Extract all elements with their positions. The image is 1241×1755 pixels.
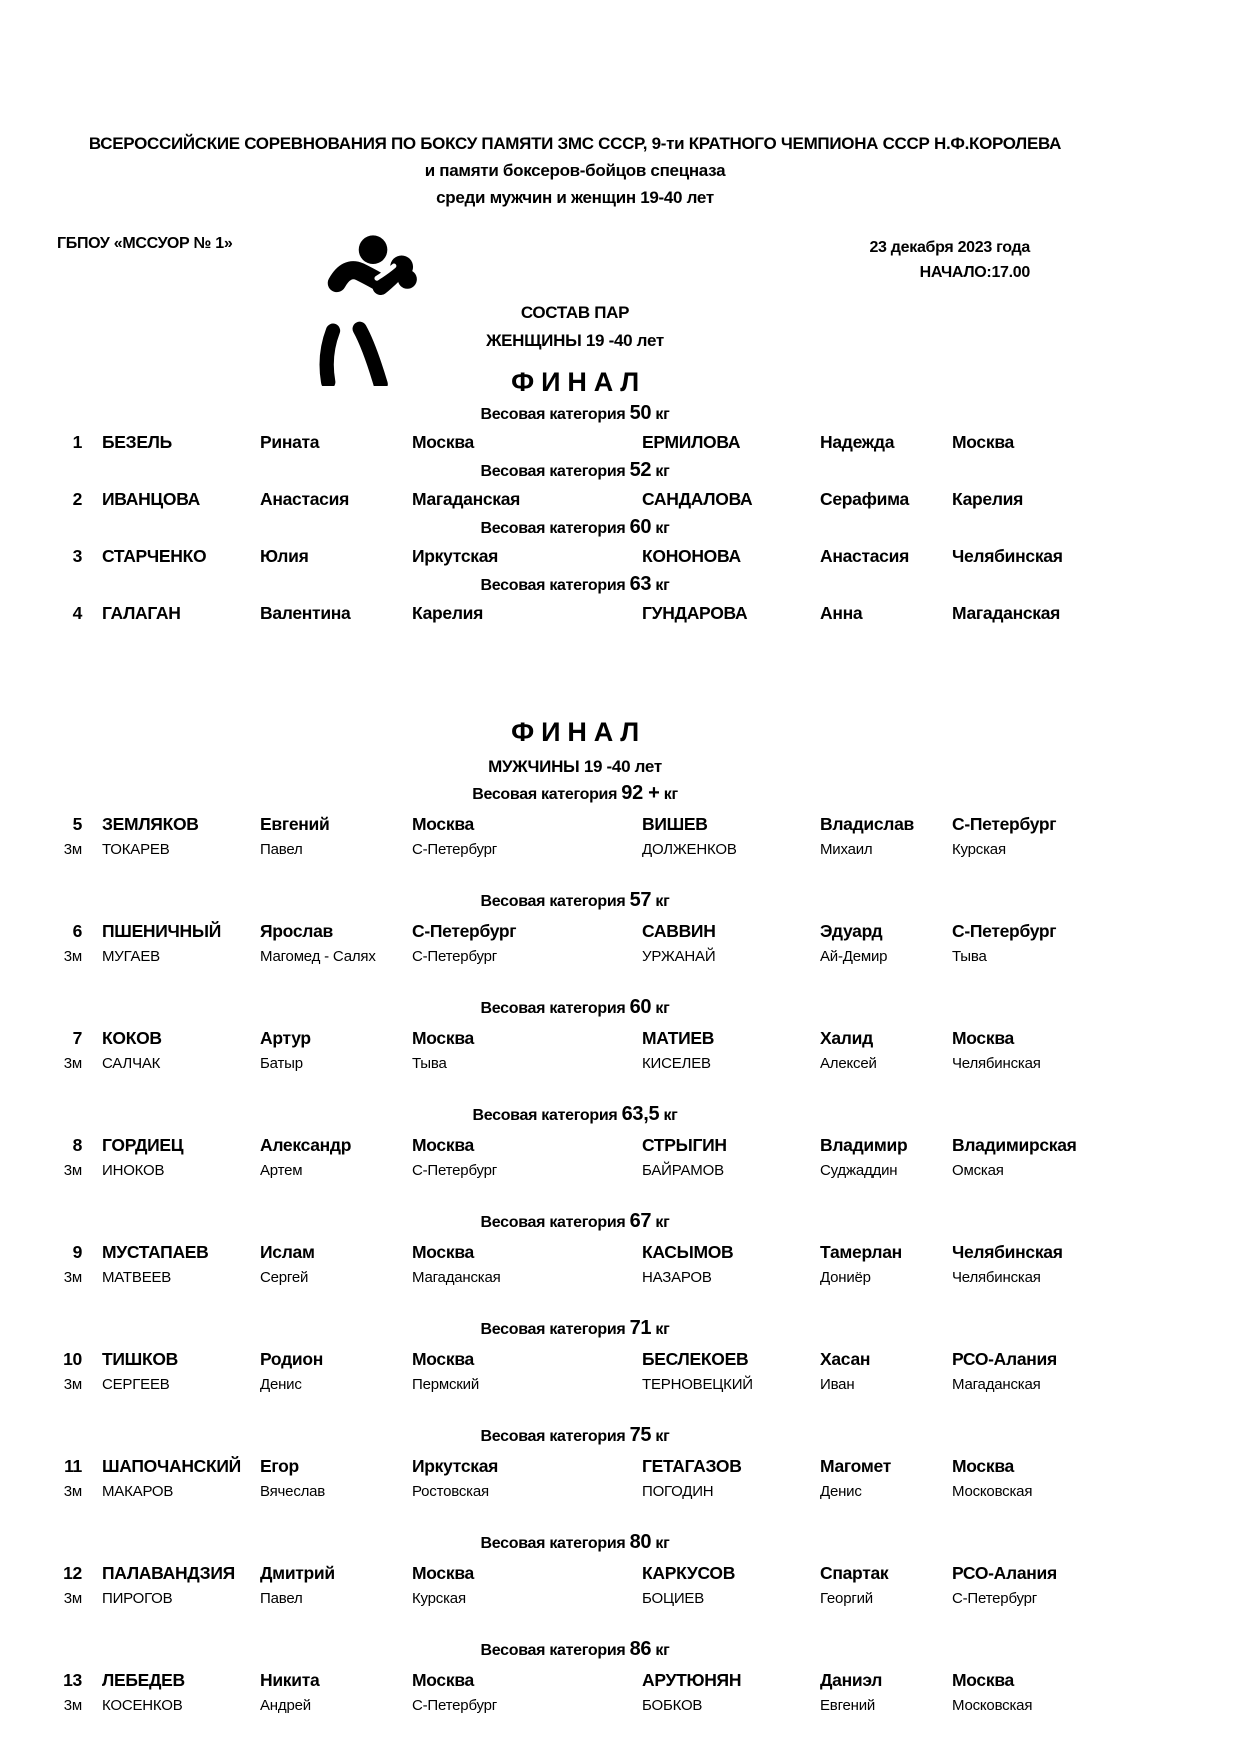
blue-corner-surname: СТРЫГИН [642, 1135, 727, 1155]
red-corner-name: Павел [260, 841, 303, 858]
red-corner-name: Артур [260, 1028, 311, 1048]
pair-row [0, 488, 1241, 511]
title-line-2: и памяти боксеров-бойцов спецназа [424, 161, 726, 180]
bout-number: 12 [63, 1563, 82, 1583]
third-place-mark: 3м [63, 841, 82, 858]
weight-category-block [0, 1104, 1241, 1184]
red-corner-name: Ярослав [260, 921, 333, 941]
red-corner-name: Сергей [260, 1269, 309, 1286]
weight-category-label [0, 1532, 1150, 1554]
weight-category-block [0, 460, 1241, 511]
blue-corner-region: Омская [952, 1162, 1004, 1179]
weight-unit: кг [655, 1214, 670, 1231]
title-line-1: ВСЕРОССИЙСКИЕ СОРЕВНОВАНИЯ ПО БОКСУ ПАМЯТИ ЗМС СССР, 9-ти КРАТНОГО ЧЕМПИОНА СССР Н.Ф.КОРОЛЕВА [88, 134, 1062, 153]
blue-corner-region: С-Петербург [952, 921, 1057, 941]
weight-value: 86 [629, 1638, 652, 1660]
blue-corner-surname: БЕСЛЕКОЕВ [642, 1349, 749, 1369]
men-group-label: МУЖЧИНЫ 19 -40 лет [488, 757, 662, 776]
red-corner-region: Курская [412, 1590, 466, 1607]
pair-row [0, 1668, 1241, 1692]
third-place-mark: 3м [63, 1697, 82, 1714]
blue-corner-region: Челябинская [952, 1269, 1041, 1286]
weight-unit: кг [663, 786, 678, 803]
pair-row [0, 1454, 1241, 1478]
weight-value: 63,5 [621, 1103, 660, 1125]
weight-unit: кг [655, 520, 670, 537]
blue-corner-region: Челябинская [952, 1055, 1041, 1072]
red-corner-region: Магаданская [412, 1269, 501, 1286]
red-corner-region: Москва [412, 1349, 474, 1369]
red-corner-region: С-Петербург [412, 1162, 498, 1179]
weight-unit: кг [655, 893, 670, 910]
weight-category-prefix: Весовая категория [480, 1428, 626, 1445]
red-corner-surname: ПАЛАВАНДЗИЯ [102, 1563, 235, 1583]
weight-value: 71 [629, 1317, 652, 1339]
weight-category-block [0, 890, 1241, 970]
red-corner-region: С-Петербург [412, 841, 498, 858]
blue-corner-region: Москва [952, 432, 1014, 452]
red-corner-surname: ГАЛАГАН [102, 603, 181, 623]
red-corner-region: Москва [412, 1242, 474, 1262]
weight-unit: кг [655, 406, 670, 423]
blue-corner-name: Халид [820, 1028, 873, 1048]
weight-value: 67 [629, 1210, 652, 1232]
red-corner-surname: КОКОВ [102, 1028, 162, 1048]
third-place-mark: 3м [63, 1162, 82, 1179]
red-corner-region: Москва [412, 1135, 474, 1155]
blue-corner-name: Георгий [820, 1590, 873, 1607]
third-place-row [0, 1157, 1241, 1184]
blue-corner-region: Московская [952, 1697, 1033, 1714]
weight-category-prefix: Весовая категория [480, 1642, 626, 1659]
blue-corner-region: Карелия [952, 489, 1024, 509]
red-corner-region: Тыва [412, 1055, 447, 1072]
blue-corner-name: Суджаддин [820, 1162, 898, 1179]
blue-corner-name: Спартак [820, 1563, 889, 1583]
red-corner-region: С-Петербург [412, 1697, 498, 1714]
red-corner-surname: ПШЕНИЧНЫЙ [102, 921, 221, 941]
red-corner-name: Андрей [260, 1697, 311, 1714]
blue-corner-region: Курская [952, 841, 1006, 858]
blue-corner-region: С-Петербург [952, 814, 1057, 834]
blue-corner-name: Анна [820, 603, 863, 623]
blue-corner-surname: САНДАЛОВА [642, 489, 753, 509]
blue-corner-name: Евгений [820, 1697, 876, 1714]
weight-category-block [0, 403, 1241, 454]
bout-number: 4 [72, 603, 82, 623]
weight-value: 60 [629, 516, 652, 538]
blue-corner-region: Челябинская [952, 1242, 1063, 1262]
third-place-row [0, 1692, 1241, 1719]
weight-unit: кг [663, 1107, 678, 1124]
third-place-row [0, 1264, 1241, 1291]
blue-corner-region: Владимирская [952, 1135, 1077, 1155]
third-place-mark: 3м [63, 1269, 82, 1286]
weight-value: 60 [629, 996, 652, 1018]
weight-category-label [0, 890, 1150, 912]
weight-unit: кг [655, 577, 670, 594]
red-corner-name: Ислам [260, 1242, 315, 1262]
red-corner-region: Пермский [412, 1376, 479, 1393]
red-corner-name: Магомед - Салях [260, 948, 376, 965]
blue-corner-surname: КАРКУСОВ [642, 1563, 736, 1583]
weight-value: 80 [629, 1531, 652, 1553]
document-title [0, 0, 1150, 211]
third-place-row [0, 1050, 1241, 1077]
blue-corner-region: Москва [952, 1456, 1014, 1476]
weight-category-label [0, 1211, 1150, 1233]
pair-row [0, 602, 1241, 625]
red-corner-surname: МАКАРОВ [102, 1483, 174, 1500]
blue-corner-name: Надежда [820, 432, 895, 452]
event-datetime [869, 235, 1030, 285]
bout-number: 7 [72, 1028, 82, 1048]
red-corner-name: Юлия [260, 546, 309, 566]
women-group-label: ЖЕНЩИНЫ 19 -40 лет [486, 331, 664, 350]
blue-corner-name: Владимир [820, 1135, 908, 1155]
pair-row [0, 919, 1241, 943]
red-corner-name: Родион [260, 1349, 324, 1369]
third-place-row [0, 1371, 1241, 1398]
pair-row [0, 1240, 1241, 1264]
third-place-row [0, 943, 1241, 970]
blue-corner-region: Магаданская [952, 1376, 1041, 1393]
blue-corner-name: Анастасия [820, 546, 909, 566]
blue-corner-surname: НАЗАРОВ [642, 1269, 712, 1286]
weight-category-label [0, 1639, 1150, 1661]
red-corner-name: Никита [260, 1670, 320, 1690]
blue-corner-surname: БОБКОВ [642, 1697, 703, 1714]
pair-list-heading [0, 299, 1150, 355]
blue-corner-name: Даниэл [820, 1670, 883, 1690]
blue-corner-name: Серафима [820, 489, 909, 509]
blue-corner-name: Эдуард [820, 921, 883, 941]
red-corner-name: Артем [260, 1162, 303, 1179]
red-corner-name: Анастасия [260, 489, 349, 509]
weight-value: 52 [629, 459, 652, 481]
red-corner-surname: ИВАНЦОВА [102, 489, 201, 509]
blue-corner-name: Хасан [820, 1349, 871, 1369]
weight-category-block [0, 1318, 1241, 1398]
blue-corner-region: Челябинская [952, 546, 1063, 566]
blue-corner-name: Тамерлан [820, 1242, 902, 1262]
bout-number: 10 [63, 1349, 82, 1369]
title-line-3: среди мужчин и женщин 19-40 лет [436, 188, 714, 207]
weight-unit: кг [655, 463, 670, 480]
weight-category-block [0, 1211, 1241, 1291]
weight-category-block [0, 1532, 1241, 1612]
bout-number: 5 [72, 814, 82, 834]
red-corner-surname: ГОРДИЕЦ [102, 1135, 184, 1155]
blue-corner-surname: КОНОНОВА [642, 546, 741, 566]
weight-category-block [0, 574, 1241, 625]
red-corner-surname: ИНОКОВ [102, 1162, 165, 1179]
blue-corner-surname: БОЦИЕВ [642, 1590, 705, 1607]
women-final-heading: Ф И Н А Л [511, 367, 639, 397]
pair-row [0, 431, 1241, 454]
weight-category-label [0, 783, 1150, 805]
red-corner-region: Москва [412, 1563, 474, 1583]
weight-category-prefix: Весовая категория [480, 463, 626, 480]
third-place-row [0, 1585, 1241, 1612]
red-corner-name: Валентина [260, 603, 351, 623]
blue-corner-surname: САВВИН [642, 921, 716, 941]
weight-category-prefix: Весовая категория [480, 1535, 626, 1552]
weight-value: 92 + [621, 782, 660, 804]
blue-corner-surname: КАСЫМОВ [642, 1242, 734, 1262]
weight-category-prefix: Весовая категория [480, 893, 626, 910]
red-corner-surname: ЗЕМЛЯКОВ [102, 814, 199, 834]
meta-row [0, 235, 1241, 285]
blue-corner-region: Москва [952, 1028, 1014, 1048]
weight-category-label [0, 1425, 1150, 1447]
blue-corner-name: Денис [820, 1483, 862, 1500]
red-corner-surname: МАТВЕЕВ [102, 1269, 172, 1286]
blue-corner-surname: ПОГОДИН [642, 1483, 714, 1500]
red-corner-region: Москва [412, 1028, 474, 1048]
weight-unit: кг [655, 1535, 670, 1552]
weight-category-label [0, 574, 1150, 596]
weight-unit: кг [655, 1642, 670, 1659]
weight-category-prefix: Весовая категория [480, 1214, 626, 1231]
third-place-mark: 3м [63, 948, 82, 965]
blue-corner-region: Тыва [952, 948, 987, 965]
bout-number: 1 [72, 432, 82, 452]
weight-value: 50 [629, 402, 652, 424]
pair-list-title: СОСТАВ ПАР [520, 303, 630, 322]
red-corner-surname: ЛЕБЕДЕВ [102, 1670, 185, 1690]
red-corner-name: Батыр [260, 1055, 303, 1072]
weight-category-prefix: Весовая категория [480, 406, 626, 423]
blue-corner-surname: ЕРМИЛОВА [642, 432, 741, 452]
weight-category-label [0, 460, 1150, 482]
blue-corner-region: РСО-Алания [952, 1563, 1057, 1583]
red-corner-surname: МУГАЕВ [102, 948, 160, 965]
red-corner-name: Павел [260, 1590, 303, 1607]
blue-corner-name: Ай-Демир [820, 948, 888, 965]
blue-corner-name: Алексей [820, 1055, 877, 1072]
event-start-time: НАЧАЛО:17.00 [919, 264, 1030, 281]
bout-number: 3 [72, 546, 82, 566]
third-place-row [0, 1478, 1241, 1505]
bout-number: 8 [72, 1135, 82, 1155]
weight-value: 75 [629, 1424, 652, 1446]
weight-category-block [0, 1639, 1241, 1719]
red-corner-name: Денис [260, 1376, 302, 1393]
red-corner-region: С-Петербург [412, 948, 498, 965]
red-corner-surname: КОСЕНКОВ [102, 1697, 183, 1714]
weight-unit: кг [655, 1428, 670, 1445]
blue-corner-region: Москва [952, 1670, 1014, 1690]
blue-corner-region: Московская [952, 1483, 1033, 1500]
red-corner-region: Иркутская [412, 546, 499, 566]
weight-category-block [0, 1425, 1241, 1505]
third-place-mark: 3м [63, 1376, 82, 1393]
men-final-heading: Ф И Н А Л [511, 717, 639, 747]
red-corner-surname: САЛЧАК [102, 1055, 161, 1072]
blue-corner-surname: ВИШЕВ [642, 814, 708, 834]
blue-corner-name: Магомет [820, 1456, 891, 1476]
event-date: 23 декабря 2023 года [869, 239, 1030, 256]
blue-corner-surname: УРЖАНАЙ [642, 948, 716, 965]
weight-category-label [0, 517, 1150, 539]
weight-category-block [0, 997, 1241, 1077]
pair-row [0, 1133, 1241, 1157]
weight-category-label [0, 1104, 1150, 1126]
weight-category-prefix: Весовая категория [480, 1321, 626, 1338]
blue-corner-surname: ТЕРНОВЕЦКИЙ [642, 1376, 753, 1393]
blue-corner-region: С-Петербург [952, 1590, 1038, 1607]
blue-corner-region: РСО-Алания [952, 1349, 1057, 1369]
red-corner-region: Иркутская [412, 1456, 499, 1476]
weight-category-block [0, 783, 1241, 863]
red-corner-surname: ТИШКОВ [102, 1349, 178, 1369]
bout-number: 11 [64, 1456, 82, 1476]
blue-corner-surname: КИСЕЛЕВ [642, 1055, 711, 1072]
red-corner-name: Рината [260, 432, 320, 452]
weight-value: 57 [629, 889, 652, 911]
red-corner-region: Карелия [412, 603, 484, 623]
bout-number: 9 [72, 1242, 82, 1262]
blue-corner-name: Владислав [820, 814, 914, 834]
blue-corner-name: Дониёр [820, 1269, 871, 1286]
weight-value: 63 [629, 573, 652, 595]
blue-corner-region: Магаданская [952, 603, 1061, 623]
weight-unit: кг [655, 1000, 670, 1017]
blue-corner-surname: ГЕТАГАЗОВ [642, 1456, 742, 1476]
blue-corner-surname: БАЙРАМОВ [642, 1162, 724, 1179]
blue-corner-surname: МАТИЕВ [642, 1028, 715, 1048]
third-place-mark: 3м [63, 1590, 82, 1607]
red-corner-name: Дмитрий [260, 1563, 335, 1583]
blue-corner-surname: ГУНДАРОВА [642, 603, 748, 623]
pair-row [0, 1026, 1241, 1050]
red-corner-surname: СЕРГЕЕВ [102, 1376, 170, 1393]
weight-category-prefix: Весовая категория [472, 786, 618, 803]
third-place-mark: 3м [63, 1055, 82, 1072]
red-corner-name: Евгений [260, 814, 330, 834]
weight-category-label [0, 1318, 1150, 1340]
red-corner-name: Вячеслав [260, 1483, 326, 1500]
third-place-mark: 3м [63, 1483, 82, 1500]
third-place-row [0, 836, 1241, 863]
bout-number: 13 [63, 1670, 82, 1690]
weight-category-label [0, 403, 1150, 425]
red-corner-region: Магаданская [412, 489, 521, 509]
red-corner-surname: БЕЗЕЛЬ [102, 432, 172, 452]
blue-corner-surname: ДОЛЖЕНКОВ [642, 841, 737, 858]
red-corner-surname: ПИРОГОВ [102, 1590, 173, 1607]
red-corner-surname: ТОКАРЕВ [102, 841, 170, 858]
pair-row [0, 1347, 1241, 1371]
blue-corner-surname: АРУТЮНЯН [642, 1670, 742, 1690]
bout-number: 6 [72, 921, 82, 941]
red-corner-region: Москва [412, 814, 474, 834]
red-corner-surname: СТАРЧЕНКО [102, 546, 207, 566]
organization-label: ГБПОУ «МССУОР № 1» [57, 235, 233, 252]
red-corner-region: Москва [412, 1670, 474, 1690]
red-corner-surname: ШАПОЧАНСКИЙ [102, 1456, 241, 1476]
red-corner-region: Ростовская [412, 1483, 489, 1500]
bout-number: 2 [72, 489, 82, 509]
blue-corner-name: Михаил [820, 841, 873, 858]
red-corner-name: Александр [260, 1135, 352, 1155]
weight-category-block [0, 517, 1241, 568]
pair-row [0, 812, 1241, 836]
blue-corner-name: Иван [820, 1376, 855, 1393]
weight-category-prefix: Весовая категория [480, 1000, 626, 1017]
red-corner-region: Москва [412, 432, 474, 452]
weight-category-prefix: Весовая категория [480, 577, 626, 594]
pair-row [0, 1561, 1241, 1585]
weight-category-prefix: Весовая категория [472, 1107, 618, 1124]
pair-row [0, 545, 1241, 568]
red-corner-name: Егор [260, 1456, 299, 1476]
weight-unit: кг [655, 1321, 670, 1338]
red-corner-surname: МУСТАПАЕВ [102, 1242, 209, 1262]
red-corner-region: С-Петербург [412, 921, 517, 941]
weight-category-label [0, 997, 1150, 1019]
boxer-pictogram-icon [296, 224, 431, 391]
weight-category-prefix: Весовая категория [480, 520, 626, 537]
